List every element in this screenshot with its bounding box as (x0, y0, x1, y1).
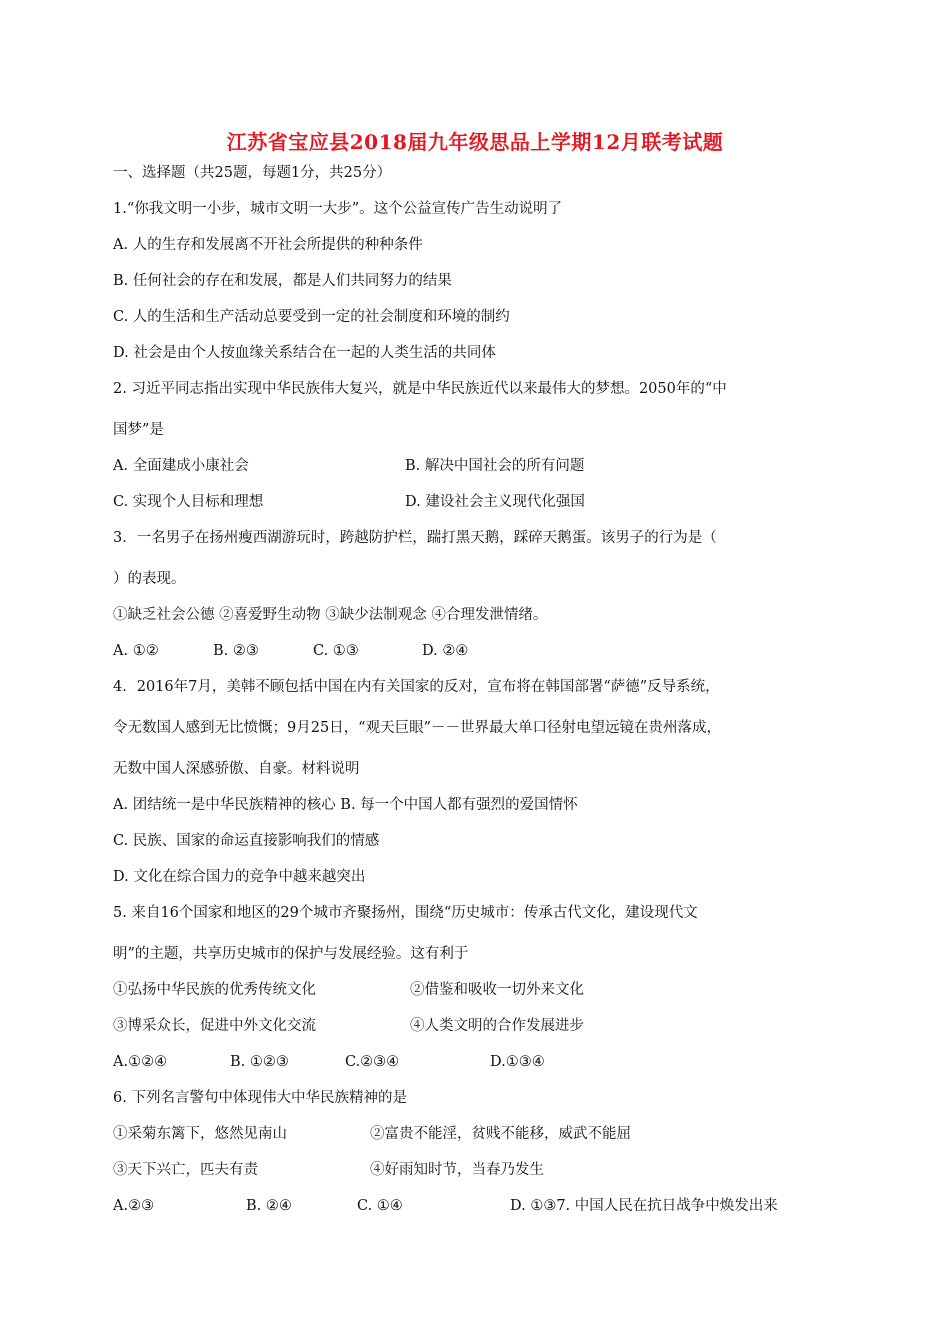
q5-statement-1: ①弘扬中华民族的优秀传统文化 (113, 982, 316, 998)
q2-option-c: C. 实现个人目标和理想 (113, 494, 264, 510)
q1-option-d: D. 社会是由个人按血缘关系结合在一起的人类生活的共同体 (113, 345, 496, 361)
q5-stem-line2: 明”的主题，共享历史城市的保护与发展经验。这有利于 (113, 946, 469, 962)
q4-option-d: D. 文化在综合国力的竞争中越来越突出 (113, 869, 366, 885)
q3-option-c: C. ①③ (313, 643, 359, 659)
q3-stem-line2: ）的表现。 (113, 571, 186, 587)
q5-option-b: B. ①②③ (230, 1054, 289, 1070)
q4-option-c: C. 民族、国家的命运直接影响我们的情感 (113, 833, 380, 849)
q1-option-b: B. 任何社会的存在和发展，都是人们共同努力的结果 (113, 273, 452, 289)
q2-stem-line1: 2. 习近平同志指出实现中华民族伟大复兴，就是中华民族近代以来最伟大的梦想。2050年的“中 (113, 381, 727, 397)
q6-option-a: A.②③ (113, 1198, 155, 1214)
q6-statement-3: ③天下兴亡，匹夫有责 (113, 1162, 258, 1178)
q2-option-b: B. 解决中国社会的所有问题 (405, 458, 585, 474)
q5-option-d: D.①③④ (490, 1054, 545, 1070)
q3-statements: ①缺乏社会公德 ②喜爱野生动物 ③缺少法制观念 ④合理发泄情绪。 (113, 607, 548, 623)
exam-title: 江苏省宝应县2018届九年级思品上学期12月联考试题 (226, 130, 724, 154)
q6-statement-2: ②富贵不能淫，贫贱不能移，威武不能屈 (370, 1126, 631, 1142)
q5-option-c: C.②③④ (345, 1054, 400, 1070)
q3-option-b: B. ②③ (213, 643, 259, 659)
q5-statement-3: ③博采众长，促进中外文化交流 (113, 1018, 316, 1034)
q5-statement-2: ②借鉴和吸收一切外来文化 (410, 982, 584, 998)
q1-option-c: C. 人的生活和生产活动总要受到一定的社会制度和环境的制约 (113, 309, 510, 325)
section-heading: 一、选择题（共25题，每题1分，共25分） (113, 165, 392, 181)
q6-stem: 6. 下列名言警句中体现伟大中华民族精神的是 (113, 1090, 407, 1106)
q6-option-d: D. ①③7. 中国人民在抗日战争中焕发出来 (510, 1198, 778, 1214)
q6-option-c: C. ①④ (357, 1198, 403, 1214)
q3-stem-line1: 3．一名男子在扬州瘦西湖游玩时，跨越防护栏，踹打黑天鹅，踩碎天鹅蛋。该男子的行为是（ (113, 530, 717, 546)
q2-option-a: A. 全面建成小康社会 (113, 458, 249, 474)
q3-option-a: A. ①② (113, 643, 159, 659)
q6-option-b: B. ②④ (246, 1198, 292, 1214)
q1-option-a: A. 人的生存和发展离不开社会所提供的种种条件 (113, 237, 423, 253)
q3-option-d: D. ②④ (422, 643, 469, 659)
q6-statement-4: ④好雨知时节，当春乃发生 (370, 1162, 544, 1178)
q1-stem: 1.“你我文明一小步，城市文明一大步”。这个公益宣传广告生动说明了 (113, 201, 563, 217)
q5-stem-line1: 5. 来自16个国家和地区的29个城市齐聚扬州，围绕“历史城市：传承古代文化，建设现代文 (113, 905, 698, 921)
q5-option-a: A.①②④ (113, 1054, 168, 1070)
q5-statement-4: ④人类文明的合作发展进步 (410, 1018, 584, 1034)
q4-stem-line2: 令无数国人感到无比愤慨；9月25日，“观天巨眼”－－世界最大单口径射电望远镜在贵州落成， (113, 720, 721, 736)
q6-statement-1: ①采菊东篱下，悠然见南山 (113, 1126, 287, 1142)
q4-option-ab: A. 团结统一是中华民族精神的核心 B. 每一个中国人都有强烈的爱国情怀 (113, 797, 578, 813)
q2-option-d: D. 建设社会主义现代化强国 (405, 494, 585, 510)
q2-stem-line2: 国梦”是 (113, 422, 164, 438)
q4-stem-line1: 4．2016年7月，美韩不顾包括中国在内有关国家的反对，宣布将在韩国部署“萨德”反导系统， (113, 679, 720, 695)
q4-stem-line3: 无数中国人深感骄傲、自豪。材料说明 (113, 761, 360, 777)
